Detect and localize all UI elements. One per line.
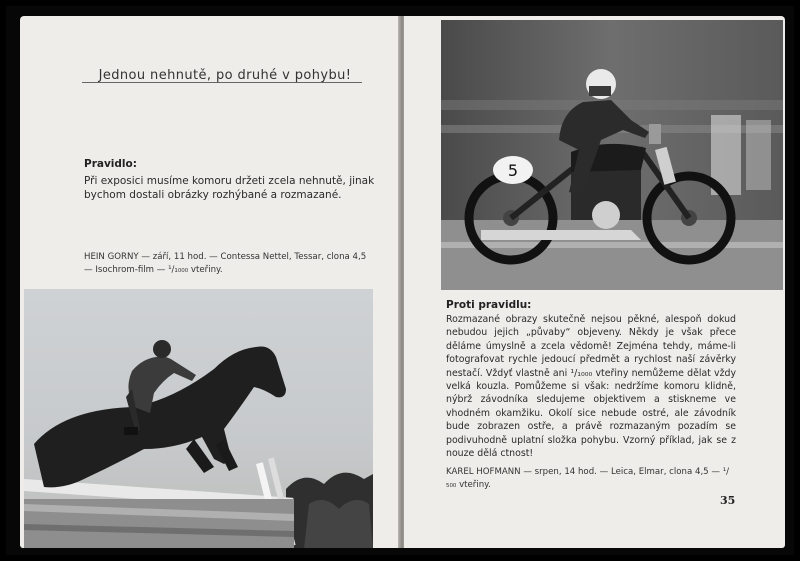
motorcycle-race-photo [441, 20, 783, 290]
horse-jump-illustration [24, 289, 373, 548]
rule-title: Pravidlo: [84, 158, 137, 170]
right-page [404, 16, 785, 548]
photo-caption-right: KAREL HOFMANN — srpen, 14 hod. — Leica, Elmar, clona 4,5 — ¹/₅₀₀ vteřiny. [446, 467, 730, 490]
race-number: 5 [507, 161, 519, 180]
heading-container [82, 64, 368, 83]
photo-caption-left: HEIN GORNY — září, 11 hod. — Contessa Nettel, Tessar, clona 4,5 — Isochrom-film — ¹/₁₀₀₀ vteřiny. [84, 252, 367, 275]
rule-text: Při exposici musíme komoru držeti zcela nehnutě, jinak bychom dostali obrázky rozhýbané a rozmazané. [84, 175, 375, 201]
page-number: 35 [720, 494, 736, 507]
open-book [6, 6, 794, 555]
motorcycle-illustration [441, 20, 783, 290]
counter-rule-title: Proti pravidlu: [446, 299, 532, 311]
counter-rule-text: Rozmazané obrazy skutečně nejsou pěkné, alespoň dokud nebudou jejich „půvaby“ objeveny. Někdy je však přece děláme úmyslně a zcela vědomě! Zejména tehdy, máme-li fotografovat rychle jedoucí předmět a rychlost naší závěrky nestačí. Vždyť vlastně ani ¹/₁₀₀₀ vteřiny nemůžeme dělat vždy velká kouzla. Pomůžeme si však: nedržíme komoru klidně, nýbrž závodníka sledujeme objektivem a stiskneme ve vhodném okamžiku. Okolí sice nebude ostré, ale závodník bude zobrazen ostře, a právě rozmazaným pozadím se podivuhodně uplatní složka pohybu. Vzorný příklad, jak se z nouze dělá ctnost! [446, 314, 736, 460]
page-heading: Jednou nehnutě, po druhé v pohybu! [98, 68, 352, 83]
left-page [20, 16, 399, 548]
horse-jump-photo [24, 289, 373, 548]
heading-underline [82, 82, 362, 83]
